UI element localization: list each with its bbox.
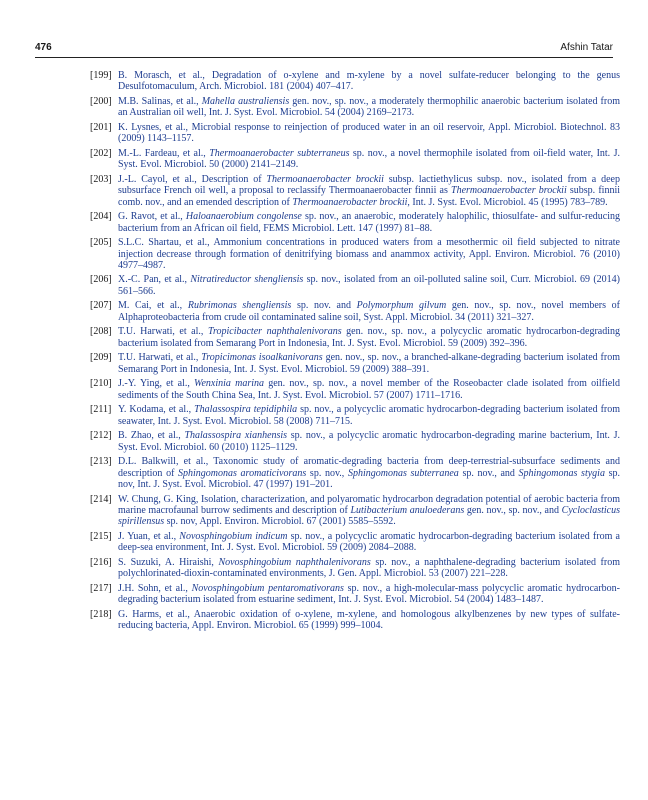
reference-text: K. Lysnes, et al., Microbial response to reinjection of produced water in an oil reservoir, Appl. Microbiol. Biotechnol. 83 (2009) 1143–1157. <box>118 121 620 145</box>
running-author: Afshin Tatar <box>560 42 613 53</box>
reference-text: gen. nov., sp. nov., and <box>464 504 562 516</box>
reference-text: sp. nov, Int. J. Syst. Evol. Microbiol. 47 (1997) 191–201. <box>118 467 620 490</box>
reference-number: [206] <box>90 274 112 286</box>
reference-text: sp. nov., a high-molecular-mass polycyclic aromatic hydrocarbon-degrading bacterium isolated from estuarine sediment, Int. J. Syst. Evol. Microbiol. 54 (2004) 1483–1487. <box>118 582 621 606</box>
reference-number: [207] <box>90 300 112 312</box>
reference-item <box>90 378 620 401</box>
reference-link[interactable] <box>118 300 620 322</box>
reference-text: J.-Y. Ying, et al., <box>118 378 195 390</box>
reference-number: [210] <box>90 378 112 390</box>
reference-item <box>90 494 620 528</box>
reference-item <box>90 430 620 453</box>
reference-number: [218] <box>90 608 112 620</box>
species-name: Thalassospira xianhensis <box>184 430 288 442</box>
reference-link[interactable] <box>118 122 620 144</box>
species-name: Haloanaerobium congolense <box>185 211 302 223</box>
species-name: Thermoanaerobacter brockii <box>292 196 408 208</box>
reference-item <box>90 326 620 349</box>
reference-link[interactable] <box>118 326 620 348</box>
reference-link[interactable] <box>118 609 620 631</box>
species-name: Novosphingobium naphthalenivorans <box>218 556 371 568</box>
reference-text: subsp. lactiethylicus subsp. nov., isolated from a deep subsurface French oil well, a proposal to reclassify Thermoanaerobacter finnii as <box>118 173 620 197</box>
reference-list <box>90 70 620 635</box>
reference-link[interactable] <box>118 274 620 296</box>
reference-item <box>90 174 620 208</box>
reference-number: [216] <box>90 556 112 568</box>
reference-text: J. Yuan, et al., <box>118 530 180 542</box>
reference-text: S.L.C. Shartau, et al., Ammonium concentrations in produced waters from a mesothermic oil field subjected to nitrate injection decrease through formation of denitrifying biomass and anammox activity, Appl. Environ. Microbiol. 76 (2010) 4977–4987. <box>118 237 620 271</box>
reference-link[interactable] <box>118 352 620 374</box>
reference-link[interactable] <box>118 237 620 271</box>
reference-link[interactable] <box>118 70 620 92</box>
reference-number: [205] <box>90 237 112 249</box>
species-name: Polymorphum gilvum <box>356 300 447 312</box>
reference-link[interactable] <box>118 557 620 579</box>
reference-text: gen. nov., sp. nov., a polycyclic aromatic hydrocarbon-degrading bacterium isolated from Semarang Port in Indonesia, Int. J. Syst. Evol. Microbiol. 59 (2009) 392–396. <box>118 326 620 349</box>
species-name: Sphingomonas subterranea <box>347 467 459 479</box>
reference-text: gen. nov., sp. nov., novel members of Alphaproteobacteria from crude oil contaminated saline soil, Syst. Appl. Microbiol. 34 (2011) 321–327. <box>118 300 621 323</box>
reference-text: S. Suzuki, A. Hiraishi, <box>118 556 219 568</box>
reference-link[interactable] <box>118 456 620 490</box>
reference-number: [214] <box>90 493 112 505</box>
reference-text: sp. nov., isolated from an oil-polluted saline soil, Curr. Microbiol. 69 (2014) 561–566. <box>118 274 620 297</box>
header-rule <box>35 57 613 58</box>
reference-text: sp. nov., a novel thermophile isolated from oil-field water, Int. J. Syst. Evol. Microbiol. 50 (2000) 2141–2149. <box>118 147 620 171</box>
species-name: Tropicimonas isoalkanivorans <box>201 352 323 364</box>
reference-number: [211] <box>90 404 112 416</box>
species-name: Cycloclasticus spirillensus <box>118 504 620 528</box>
reference-number: [200] <box>90 95 112 107</box>
reference-number: [208] <box>90 326 112 338</box>
reference-text: sp. nov. and <box>291 300 357 312</box>
reference-text: , Int. J. Syst. Evol. Microbiol. 45 (1995) 783–789. <box>407 196 608 208</box>
species-name: Rubrimonas shengliensis <box>187 300 292 312</box>
reference-text: W. Chung, G. King, Isolation, characterization, and polyaromatic hydrocarbon degradation potential of aerobic bacteria from marine macrofaunal burrow sediments and description of <box>118 493 620 516</box>
reference-link[interactable] <box>118 430 620 452</box>
reference-text: gen. nov., sp. nov., a novel member of the Roseobacter clade isolated from oilfield sediments of the South China Sea, Int. J. Syst. Evol. Microbiol. 57 (2007) 1711–1716. <box>118 378 620 401</box>
reference-item <box>90 609 620 632</box>
reference-number: [212] <box>90 430 112 442</box>
reference-item <box>90 96 620 119</box>
species-name: Thalassospira tepidiphila <box>194 404 298 416</box>
reference-text: sp. nov., and <box>458 467 519 479</box>
page-number: 476 <box>35 42 52 53</box>
reference-text: T.U. Harwati, et al., <box>118 326 208 338</box>
reference-item <box>90 122 620 145</box>
reference-number: [209] <box>90 352 112 364</box>
reference-item <box>90 531 620 554</box>
reference-text: J.-L. Cayol, et al., Description of <box>118 173 267 185</box>
reference-item <box>90 404 620 427</box>
reference-item <box>90 300 620 323</box>
species-name: Novosphingobium indicum <box>179 530 288 542</box>
reference-text: X.-C. Pan, et al., <box>118 274 191 286</box>
reference-number: [203] <box>90 173 112 185</box>
reference-item <box>90 148 620 171</box>
reference-text: M.B. Salinas, et al., <box>118 95 202 107</box>
reference-number: [204] <box>90 211 112 223</box>
reference-text: sp. nov, Appl. Environ. Microbiol. 67 (2001) 5585–5592. <box>164 516 396 528</box>
reference-number: [202] <box>90 147 112 159</box>
reference-number: [201] <box>90 121 112 133</box>
reference-text: G. Ravot, et al., <box>118 211 186 223</box>
reference-number: [213] <box>90 456 112 468</box>
reference-link[interactable] <box>118 404 620 426</box>
reference-link[interactable] <box>118 211 620 233</box>
reference-item <box>90 352 620 375</box>
reference-item <box>90 557 620 580</box>
reference-link[interactable] <box>118 531 620 553</box>
reference-text: B. Morasch, et al., Degradation of o-xylene and m-xylene by a novel sulfate-reducer belonging to the genus Desulfotomaculum, Arch. Microbiol. 181 (2004) 407–417. <box>118 70 620 93</box>
reference-item <box>90 274 620 297</box>
species-name: Sphingomonas aromaticivorans <box>178 467 307 479</box>
reference-text: M.-L. Fardeau, et al., <box>118 147 210 159</box>
species-name: Novosphingobium pentaromativorans <box>191 582 344 594</box>
reference-text: subsp. finnii comb. nov., and an emended description of <box>118 185 621 208</box>
reference-link[interactable] <box>118 583 620 605</box>
reference-text: D.L. Balkwill, et al., Taxonomic study of aromatic-degrading bacteria from deep-terrestrial-subsurface sediments and description of <box>118 456 620 479</box>
reference-text: sp. nov., a polycyclic aromatic hydrocarbon-degrading bacterium isolated from a deep-sea environment, Int. J. Syst. Evol. Microbiol. 59 (2009) 2084–2088. <box>118 530 621 554</box>
species-name: Wenxinia marina <box>194 378 265 390</box>
reference-item <box>90 237 620 271</box>
reference-link[interactable] <box>118 494 620 528</box>
reference-text: J.H. Sohn, et al., <box>118 582 192 594</box>
species-name: Lutibacterium anuloederans <box>350 504 465 516</box>
species-name: Sphingomonas stygia <box>518 467 605 479</box>
species-name: Nitratireductor shengliensis <box>190 274 304 286</box>
reference-item <box>90 456 620 490</box>
reference-text: G. Harms, et al., Anaerobic oxidation of o-xylene, m-xylene, and homologous alkylbenzenes by new types of sulfate-reducing bacteria, Appl. Environ. Microbiol. 65 (1999) 999–1004. <box>118 608 620 632</box>
reference-text: sp. nov., a polycyclic aromatic hydrocarbon-degrading bacterium isolated from seawater, Int. J. Syst. Evol. Microbiol. 58 (2008) 711–715. <box>118 404 621 427</box>
reference-text: gen. nov., sp. nov., a moderately thermophilic anaerobic bacterium isolated from an Australian oil well, Int. J. Syst. Evol. Microbiol. 54 (2004) 2169–2173. <box>118 95 620 119</box>
reference-number: [199] <box>90 70 112 81</box>
reference-text: Y. Kodama, et al., <box>118 404 195 416</box>
reference-item <box>90 583 620 606</box>
reference-text: gen. nov., sp. nov., a branched-alkane-degrading bacterium isolated from Semarang Port in Indonesia, Int. J. Syst. Evol. Microbiol. 59 (2009) 388–391. <box>118 352 620 375</box>
reference-link[interactable] <box>118 378 620 400</box>
reference-text: T.U. Harwati, et al., <box>118 352 202 364</box>
reference-link[interactable] <box>118 148 620 170</box>
reference-text: M. Cai, et al., <box>118 300 188 312</box>
reference-item <box>90 70 620 93</box>
reference-text: sp. nov., a naphthalene-degrading bacterium isolated from polychlorinated-dioxin-contaminated environments, J. Gen. Appl. Microbiol. 53 (2007) 221–228. <box>118 556 620 580</box>
species-name: Tropicibacter naphthalenivorans <box>207 326 342 338</box>
species-name: Thermoanaerobacter subterraneus <box>209 147 350 159</box>
reference-link[interactable] <box>118 174 620 208</box>
species-name: Mahella australiensis <box>201 95 290 107</box>
running-head <box>35 40 613 56</box>
reference-text: sp. nov., an anaerobic, moderately halophilic, thiosulfate- and sulfur-reducing bacterium from an African oil field, FEMS Microbiol. Lett. 147 (1997) 81–88. <box>118 211 620 234</box>
reference-text: sp. nov., <box>306 467 348 479</box>
reference-item <box>90 211 620 234</box>
reference-number: [217] <box>90 582 112 594</box>
reference-link[interactable] <box>118 96 620 118</box>
species-name: Thermoanaerobacter brockii <box>266 173 384 185</box>
reference-text: B. Zhao, et al., <box>118 430 185 442</box>
reference-text: sp. nov., a polycyclic aromatic hydrocarbon-degrading marine bacterium, Int. J. Syst. Evol. Microbiol. 60 (2010) 1125–1129. <box>118 430 620 453</box>
reference-number: [215] <box>90 530 112 542</box>
species-name: Thermoanaerobacter brockii <box>451 185 567 197</box>
